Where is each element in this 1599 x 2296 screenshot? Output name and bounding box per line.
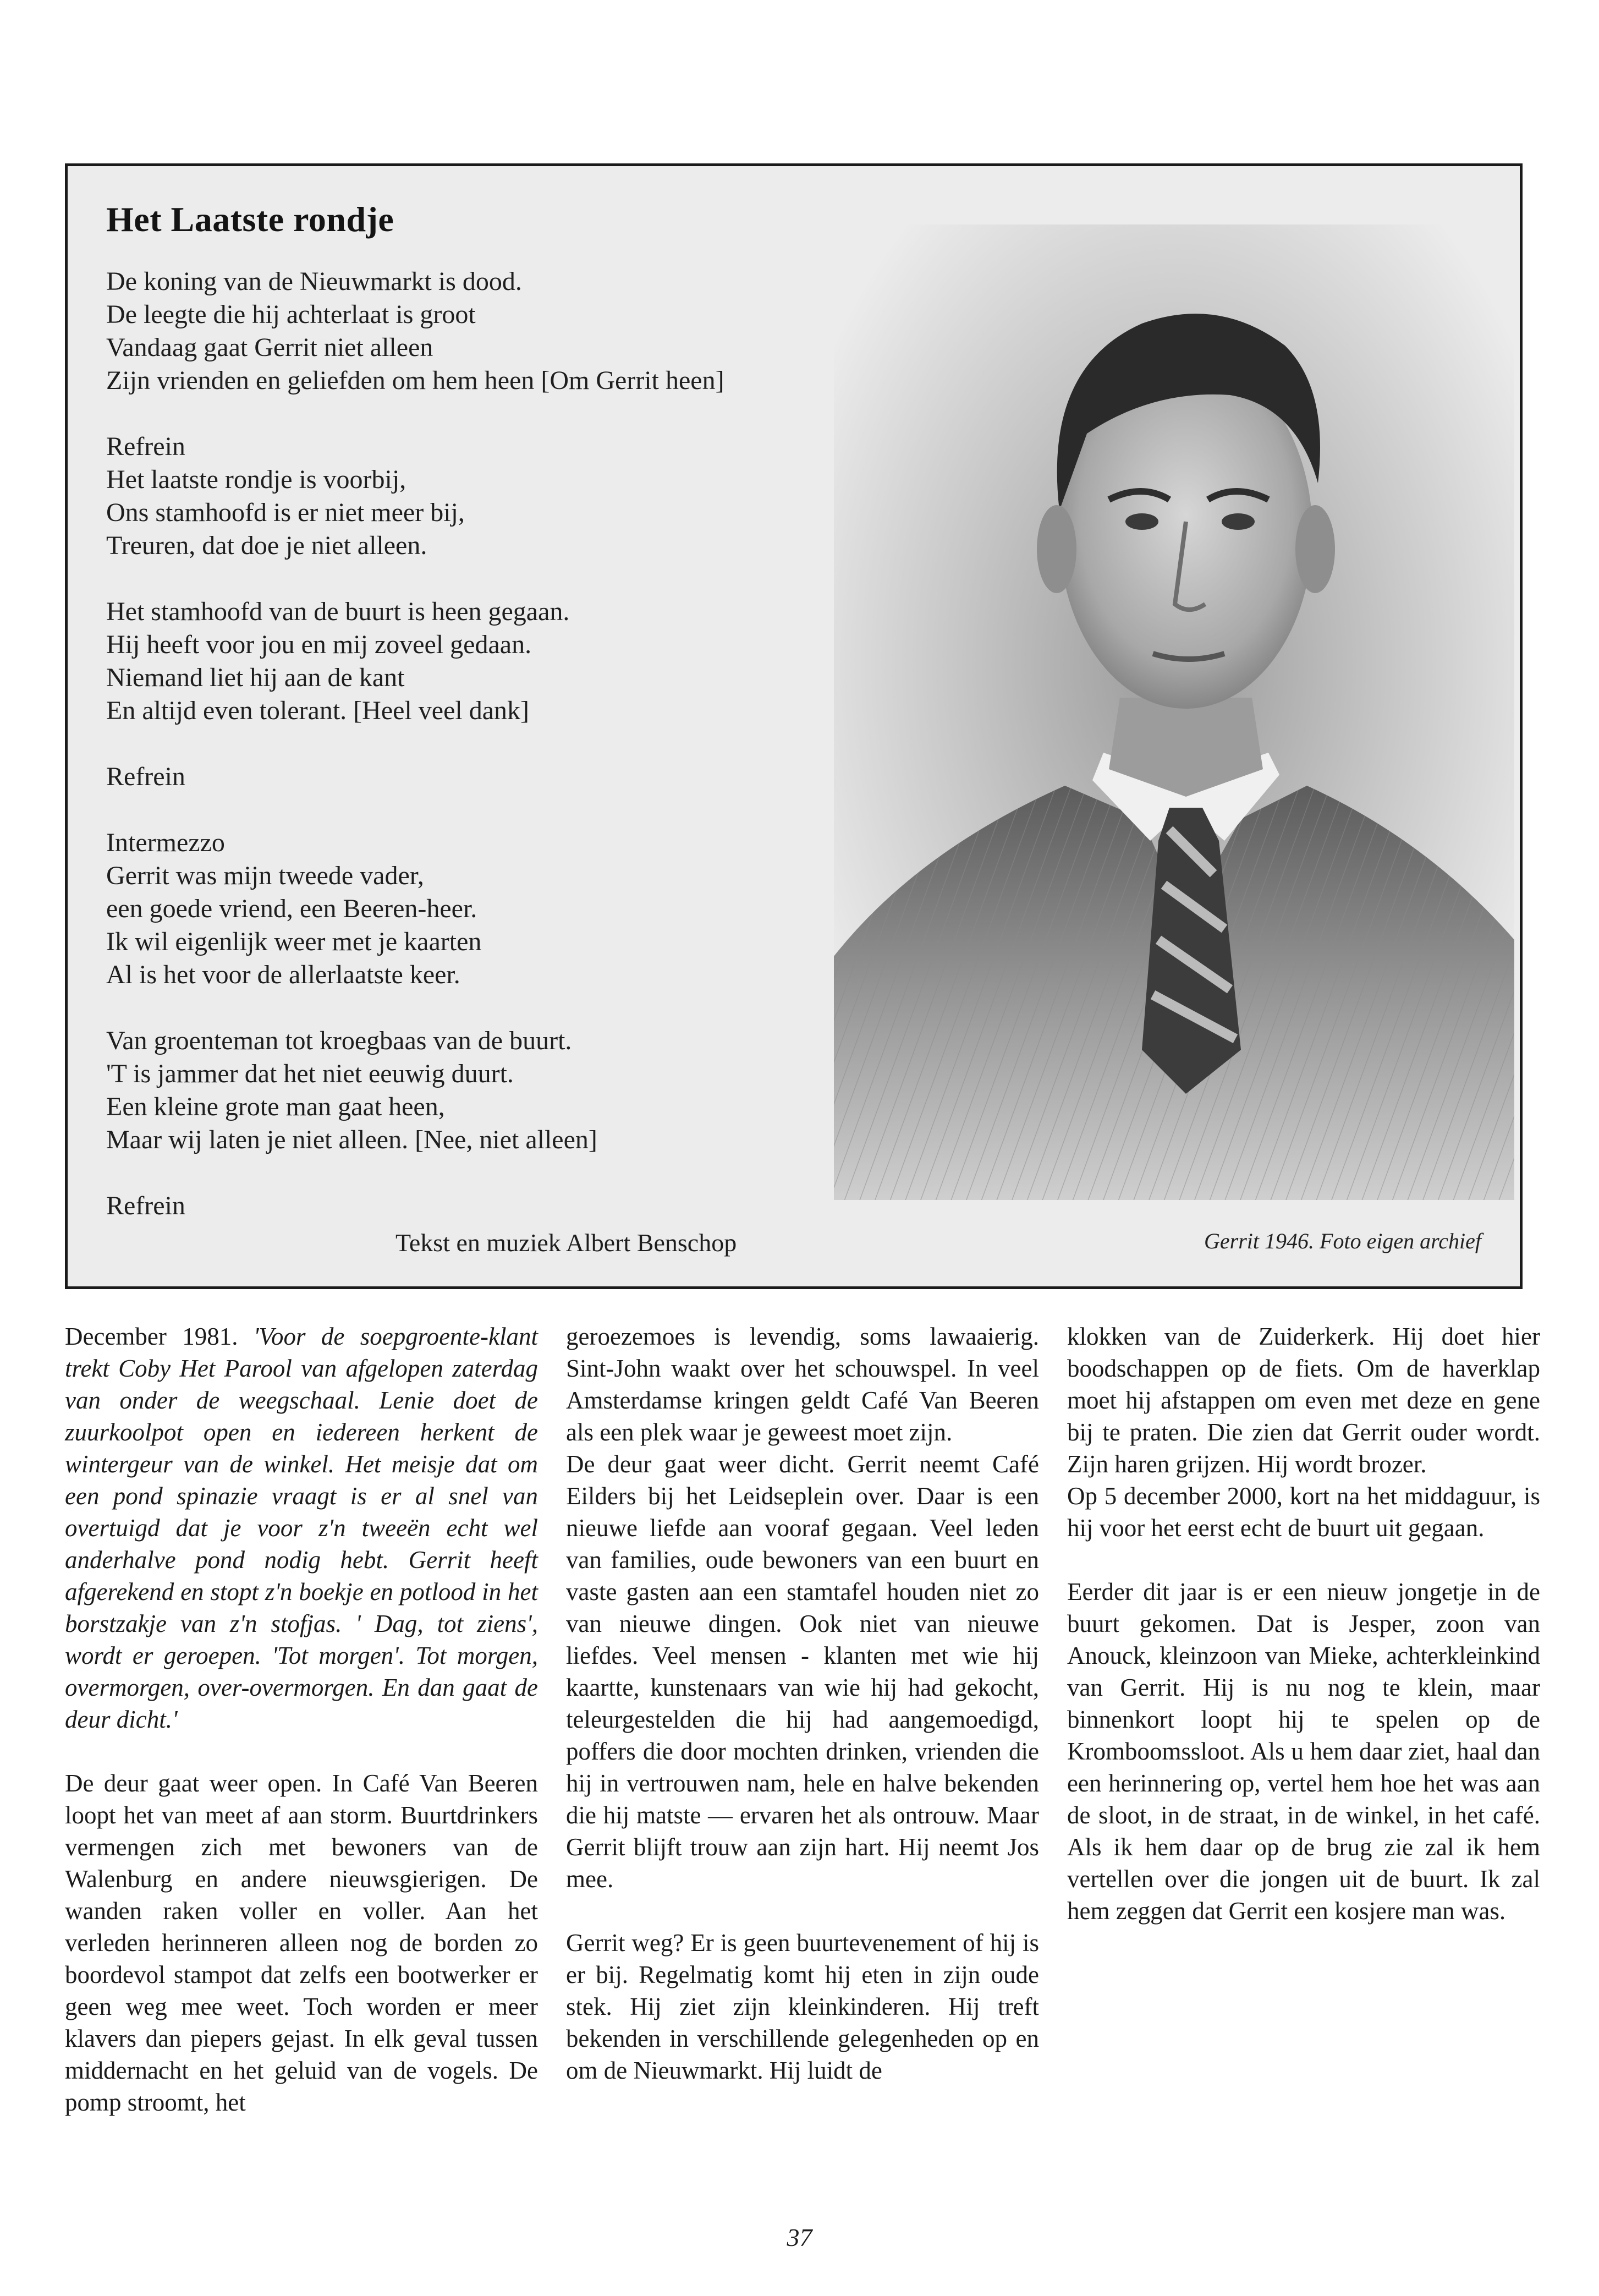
lyric-line: Maar wij laten je niet alleen. [Nee, niet alleen] [106,1125,597,1154]
paragraph [65,1320,538,1735]
article-column-1 [65,1320,538,2118]
stanza [106,265,849,397]
song-box [65,163,1523,1289]
stanza [106,430,849,562]
paragraph: klokken van de Zuiderkerk. Hij doet hier boodschappen op de fiets. Om de haverklap moet hij afstappen om even met deze en gene bij te praten. Die zien dat Gerrit ouder wordt. Zijn haren grijzen. Hij wordt brozer. [1067,1323,1540,1478]
lyric-line: Een kleine grote man gaat heen, [106,1092,445,1121]
article-column-3 [1067,1320,1540,1927]
lyric-line: De leegte die hij achterlaat is groot [106,300,476,329]
lyric-line: En altijd even tolerant. [Heel veel dank] [106,696,530,725]
stanza [106,826,849,991]
song-title: Het Laatste rondje [106,200,394,239]
paragraph: Gerrit weg? Er is geen buurtevenement of hij is er bij. Regelmatig komt hij eten in zijn oude stek. Hij ziet zijn kleinkinderen. Hij treft bekenden in verschillende gelegenheden op en om de Nieuwmarkt. Hij luidt de [566,1929,1039,2084]
portrait-illustration [834,224,1514,1200]
paragraph: De deur gaat weer dicht. Gerrit neemt Café Eilders bij het Leidseplein over. Daar is een nieuwe liefde aan vooraf gegaan. Veel leden van families, oude bewoners van een buurt en vaste gasten aan een stamtafel houden niet zo van nieuwe dingen. Ook niet van nieuwe liefdes. Veel mensen - klanten met wie hij kaartte, kunstenaars van wie hij had gekocht, teleurgestelden die hij had aangemoedigd, poffers die door mochten drinken, vrienden die hij in vertrouwen nam, hele en halve bekenden die hij matste — ervaren het als ontrouw. Maar Gerrit blijft trouw aan zijn hart. Hij neemt Jos mee. [566,1450,1039,1893]
stanza [106,1024,849,1157]
lyric-line: 'T is jammer dat het niet eeuwig duurt. [106,1059,514,1088]
paragraph: geroezemoes is levendig, soms lawaaierig. Sint-John waakt over het schouwspel. In veel Amsterdamse kringen geldt Café Van Beeren als een plek waar je geweest moet zijn. [566,1323,1039,1446]
paragraph: Eerder dit jaar is er een nieuw jongetje in de buurt gekomen. Dat is Jesper, zoon van Anouck, kleinzoon van Mieke, achterkleinkind van Gerrit. Hij is nu nog te klein, maar binnenkort loopt hij te spelen op de Kromboomssloot. Als u hem daar ziet, haal dan een herinnering op, vertel hem hoe het was aan de sloot, in de straat, in de winkel, in het café. Als ik hem daar op de brug zie zal ik hem vertellen over die jongen uit de buurt. Ik zal hem zeggen dat Gerrit een kosjere man was. [1067,1578,1540,1925]
paragraph: Op 5 december 2000, kort na het middaguur, is hij voor het eerst echt de buurt uit gegaan. [1067,1482,1540,1542]
stanza [106,760,849,793]
lyric-line: Van groenteman tot kroegbaas van de buurt. [106,1026,572,1055]
page-number: 37 [787,2223,812,2251]
lyric-line: Het stamhoofd van de buurt is heen gegaan. [106,597,570,626]
paragraph-date: December 1981. [65,1323,254,1350]
lyric-line: Treuren, dat doe je niet alleen. [106,531,427,560]
lyric-line: Refrein [106,1191,185,1220]
lyric-line: Intermezzo [106,828,225,857]
lyric-line: Hij heeft voor jou en mij zoveel gedaan. [106,630,532,659]
song-lyrics [106,265,849,1256]
lyric-line: Ons stamhoofd is er niet meer bij, [106,498,465,527]
lyric-line: Niemand liet hij aan de kant [106,663,405,692]
photo-caption: Gerrit 1946. Foto eigen archief [1204,1229,1481,1253]
lyric-line: Zijn vrienden en geliefden om hem heen [Om Gerrit heen] [106,366,724,395]
portrait-photo [834,224,1514,1200]
stanza [106,595,849,727]
lyric-line: Al is het voor de allerlaatste keer. [106,960,460,989]
paragraph: De deur gaat weer open. In Café Van Beeren loopt het van meet af aan storm. Buurtdrinkers vermengen zich met bewoners van de Walenburg en andere nieuwsgierigen. De wanden raken voller en voller. Aan het verleden herinneren alleen nog de borden zo boordevol stampot dat zelfs een bootwerker er geen weg mee weet. Toch worden er meer klavers dan piepers gejast. In elk geval tussen middernacht en het geluid van de vogels. De pomp stroomt, het [65,1769,538,2116]
lyric-line: De koning van de Nieuwmarkt is dood. [106,267,522,296]
lyric-line: Het laatste rondje is voorbij, [106,465,406,494]
lyric-line: Gerrit was mijn tweede vader, [106,861,424,890]
article-column-2 [566,1320,1039,2086]
lyric-line: Refrein [106,762,185,791]
lyric-line: Vandaag gaat Gerrit niet alleen [106,333,433,362]
lyric-line: Ik wil eigenlijk weer met je kaarten [106,927,482,956]
paragraph-quote: 'Voor de soepgroente-klant trekt Coby Het Parool van afgelopen zaterdag van onder de weegschaal. Lenie doet de zuurkoolpot open en iedereen herkent de wintergeur van de winkel. Het meisje dat om een pond spinazie vraagt is er al snel van overtuigd dat je voor z'n tweeën echt wel anderhalve pond nodig hebt. Gerrit heeft afgerekend en stopt z'n boekje en potlood in het borstzakje van z'n stofjas. ' Dag, tot ziens', wordt er geroepen. 'Tot morgen'. Tot morgen, overmorgen, over-overmorgen. En dan gaat de deur dicht.' [65,1323,538,1733]
stanza [106,1190,849,1223]
song-credit: Tekst en muziek Albert Benschop [395,1229,737,1257]
lyric-line: Refrein [106,432,185,461]
lyric-line: een goede vriend, een Beeren-heer. [106,894,477,923]
